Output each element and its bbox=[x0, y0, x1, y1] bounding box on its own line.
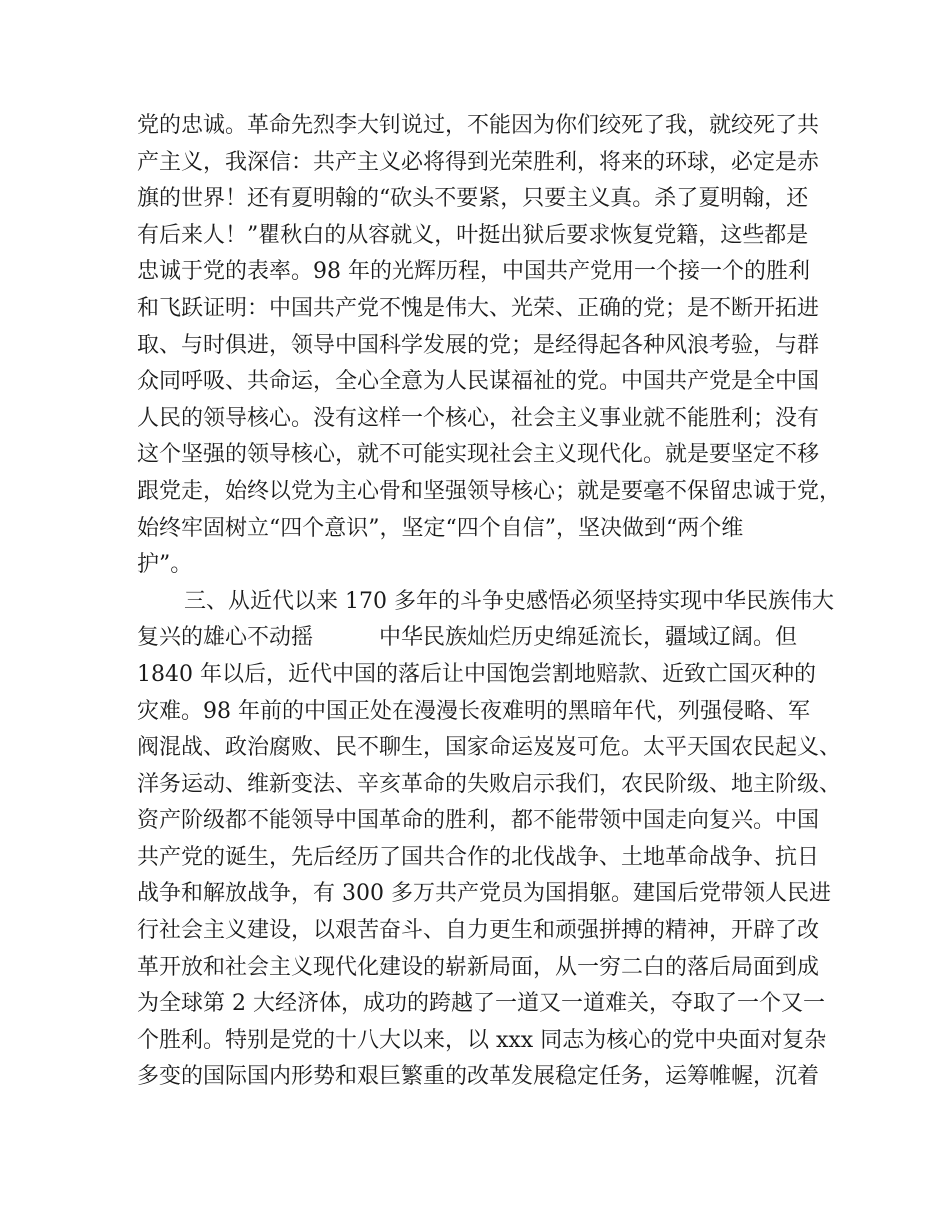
text-line: 众同呼吸、共命运，全心全意为人民谋福祉的党。中国共产党是全中国 bbox=[137, 369, 820, 395]
text-line: 护”。 bbox=[137, 552, 193, 578]
text-line: 和飞跃证明：中国共产党不愧是伟大、光荣、正确的党；是不断开拓进 bbox=[137, 295, 820, 321]
text-line: 1840 年以后，近代中国的落后让中国饱尝割地赔款、近致亡国灭种的 bbox=[137, 661, 816, 687]
text-line: 阀混战、政治腐败、民不聊生，国家命运岌岌可危。太平天国农民起义、 bbox=[137, 735, 842, 761]
text-line: 取、与时俱进，领导中国科学发展的党；是经得起各种风浪考验，与群 bbox=[137, 332, 820, 358]
text-line: 多变的国际国内形势和艰巨繁重的改革发展稳定任务，运筹帷幄，沉着 bbox=[137, 1064, 820, 1090]
text-line: 跟党走，始终以党为主心骨和坚强领导核心；就是要毫不保留忠诚于党， bbox=[137, 478, 842, 504]
text-line: 洋务运动、维新变法、辛亥革命的失败启示我们，农民阶级、地主阶级、 bbox=[137, 771, 842, 797]
text-line: 旗的世界！还有夏明翰的“砍头不要紧，只要主义真。杀了夏明翰，还 bbox=[137, 186, 809, 212]
body-text bbox=[137, 108, 842, 1096]
text-line: 行社会主义建设，以艰苦奋斗、自力更生和顽强拼搏的精神，开辟了改 bbox=[137, 918, 820, 944]
text-line: 党的忠诚。革命先烈李大钊说过，不能因为你们绞死了我，就绞死了共 bbox=[137, 113, 820, 138]
text-line: 个胜利。特别是党的十八大以来，以 xxx 同志为核心的党中央面对复杂 bbox=[137, 1027, 827, 1053]
text-line: 这个坚强的领导核心，就不可能实现社会主义现代化。就是要坚定不移 bbox=[137, 442, 820, 468]
section-heading-line: 三、从近代以来 170 多年的斗争史感悟必须坚持实现中华民族伟大 bbox=[184, 588, 834, 614]
text-line: 灾难。98 年前的中国正处在漫漫长夜难明的黑暗年代，列强侵略、军 bbox=[137, 698, 810, 724]
text-line: 资产阶级都不能领导中国革命的胜利，都不能带领中国走向复兴。中国 bbox=[137, 808, 820, 834]
text-line: 产主义，我深信：共产主义必将得到光荣胜利，将来的环球，必定是赤 bbox=[137, 149, 820, 175]
text-line: 共产党的诞生，先后经历了国共合作的北伐战争、土地革命战争、抗日 bbox=[137, 844, 820, 870]
text-line: 有后来人！”瞿秋白的从容就义，叶挺出狱后要求恢复党籍，这些都是 bbox=[137, 222, 809, 248]
text-line: 忠诚于党的表率。98 年的光辉历程，中国共产党用一个接一个的胜利 bbox=[137, 259, 810, 285]
text-line: 人民的领导核心。没有这样一个核心，社会主义事业就不能胜利；没有 bbox=[137, 405, 820, 431]
text-line: 复兴的雄心不动摇 中华民族灿烂历史绵延流长，疆域辽阔。但 bbox=[137, 625, 798, 651]
text-line: 为全球第 2 大经济体，成功的跨越了一道又一道难关，夺取了一个又一 bbox=[137, 991, 825, 1017]
text-line: 始终牢固树立“四个意识”，坚定“四个自信”，坚决做到“两个维 bbox=[137, 515, 744, 541]
text-line: 革开放和社会主义现代化建设的崭新局面，从一穷二白的落后局面到成 bbox=[137, 954, 820, 980]
text-line: 战争和解放战争，有 300 多万共产党员为国捐躯。建国后党带领人民进 bbox=[137, 881, 831, 907]
